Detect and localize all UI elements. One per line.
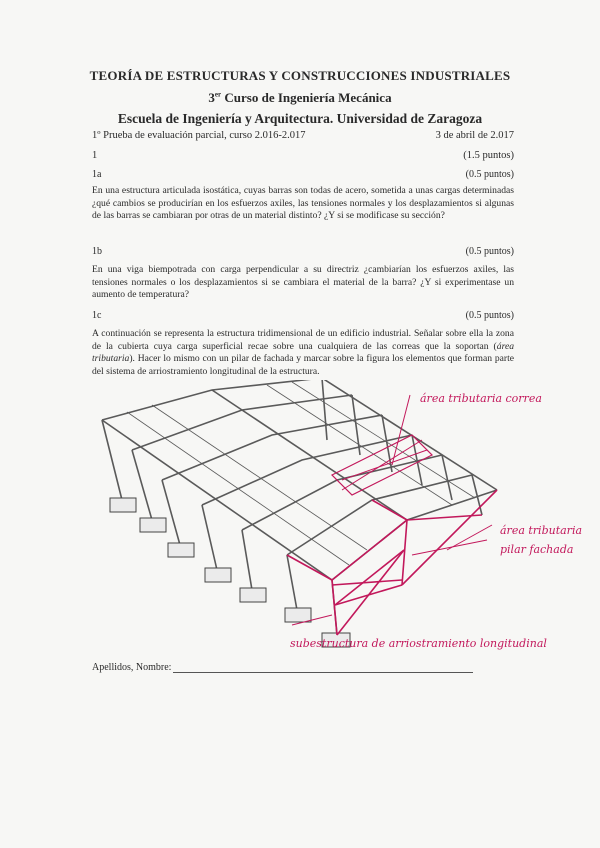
course-title: TEORÍA DE ESTRUCTURAS Y CONSTRUCCIONES INDUSTRIALES	[89, 68, 511, 83]
question-1a-header	[92, 169, 514, 180]
course-subtitle: 3er Curso de Ingeniería Mecánica	[208, 90, 392, 105]
exam-name: 1º Prueba de evaluación parcial, curso 2.016-2.017	[92, 130, 306, 141]
annotation-arriostramiento: subestructura de arriostramiento longitudinal	[290, 637, 547, 650]
industrial-building-figure	[92, 380, 592, 660]
exam-info	[92, 130, 514, 141]
annotation-pilar-2: pilar fachada	[500, 543, 574, 556]
question-points: (0.5 puntos)	[465, 169, 514, 180]
question-1a-text: En una estructura articulada isostática, cuyas barras son todas de acero, sometida a unas cargas determinadas ¿qué cambios se producirían en los esfuerzos axiles, las tensiones normales y los desplazamientos si algunas de las barras se cambiaran por otras de un material distinto? ¿Y si se modificase su sección?	[92, 185, 514, 222]
annotation-correa: área tributaria correa	[420, 392, 542, 405]
question-points: (0.5 puntos)	[465, 246, 514, 257]
exam-date: 3 de abril de 2.017	[435, 130, 514, 141]
question-1c-text: A continuación se representa la estructura tridimensional de un edificio industrial. Señalar sobre ella la zona de la cubierta cuya carga superficial recae sobre una cualquiera de las correas que la soportan (área tributaria). Hacer lo mismo con un pilar de fachada y marcar sobre la figura los elementos que forman parte del sistema de arriostramiento longitudinal de la estructura.	[92, 328, 514, 377]
question-label: 1b	[92, 246, 102, 257]
question-points: (0.5 puntos)	[465, 310, 514, 321]
question-1c-header	[92, 310, 514, 321]
question-label: 1	[92, 150, 98, 161]
red-markings	[287, 395, 497, 635]
name-input-line[interactable]	[173, 662, 473, 673]
question-label: 1a	[92, 169, 102, 180]
footings	[110, 498, 350, 647]
question-1-header	[92, 150, 514, 161]
school-name: Escuela de Ingeniería y Arquitectura. Universidad de Zaragoza	[117, 111, 483, 126]
name-field	[92, 662, 473, 673]
question-1b-header	[92, 246, 514, 257]
question-1b-text: En una viga biempotrada con carga perpendicular a su directriz ¿cambiarían los esfuerzos axiles, las tensiones normales o los desplazamientos si se cambiara el material de la barra? ¿Y si experimentase un aumento de temperatura?	[92, 264, 514, 301]
name-label: Apellidos, Nombre:	[92, 662, 172, 673]
annotation-pilar-1: área tributaria	[500, 524, 583, 537]
steel-frame	[102, 380, 497, 635]
question-label: 1c	[92, 310, 102, 321]
question-points: (1.5 puntos)	[463, 150, 514, 161]
